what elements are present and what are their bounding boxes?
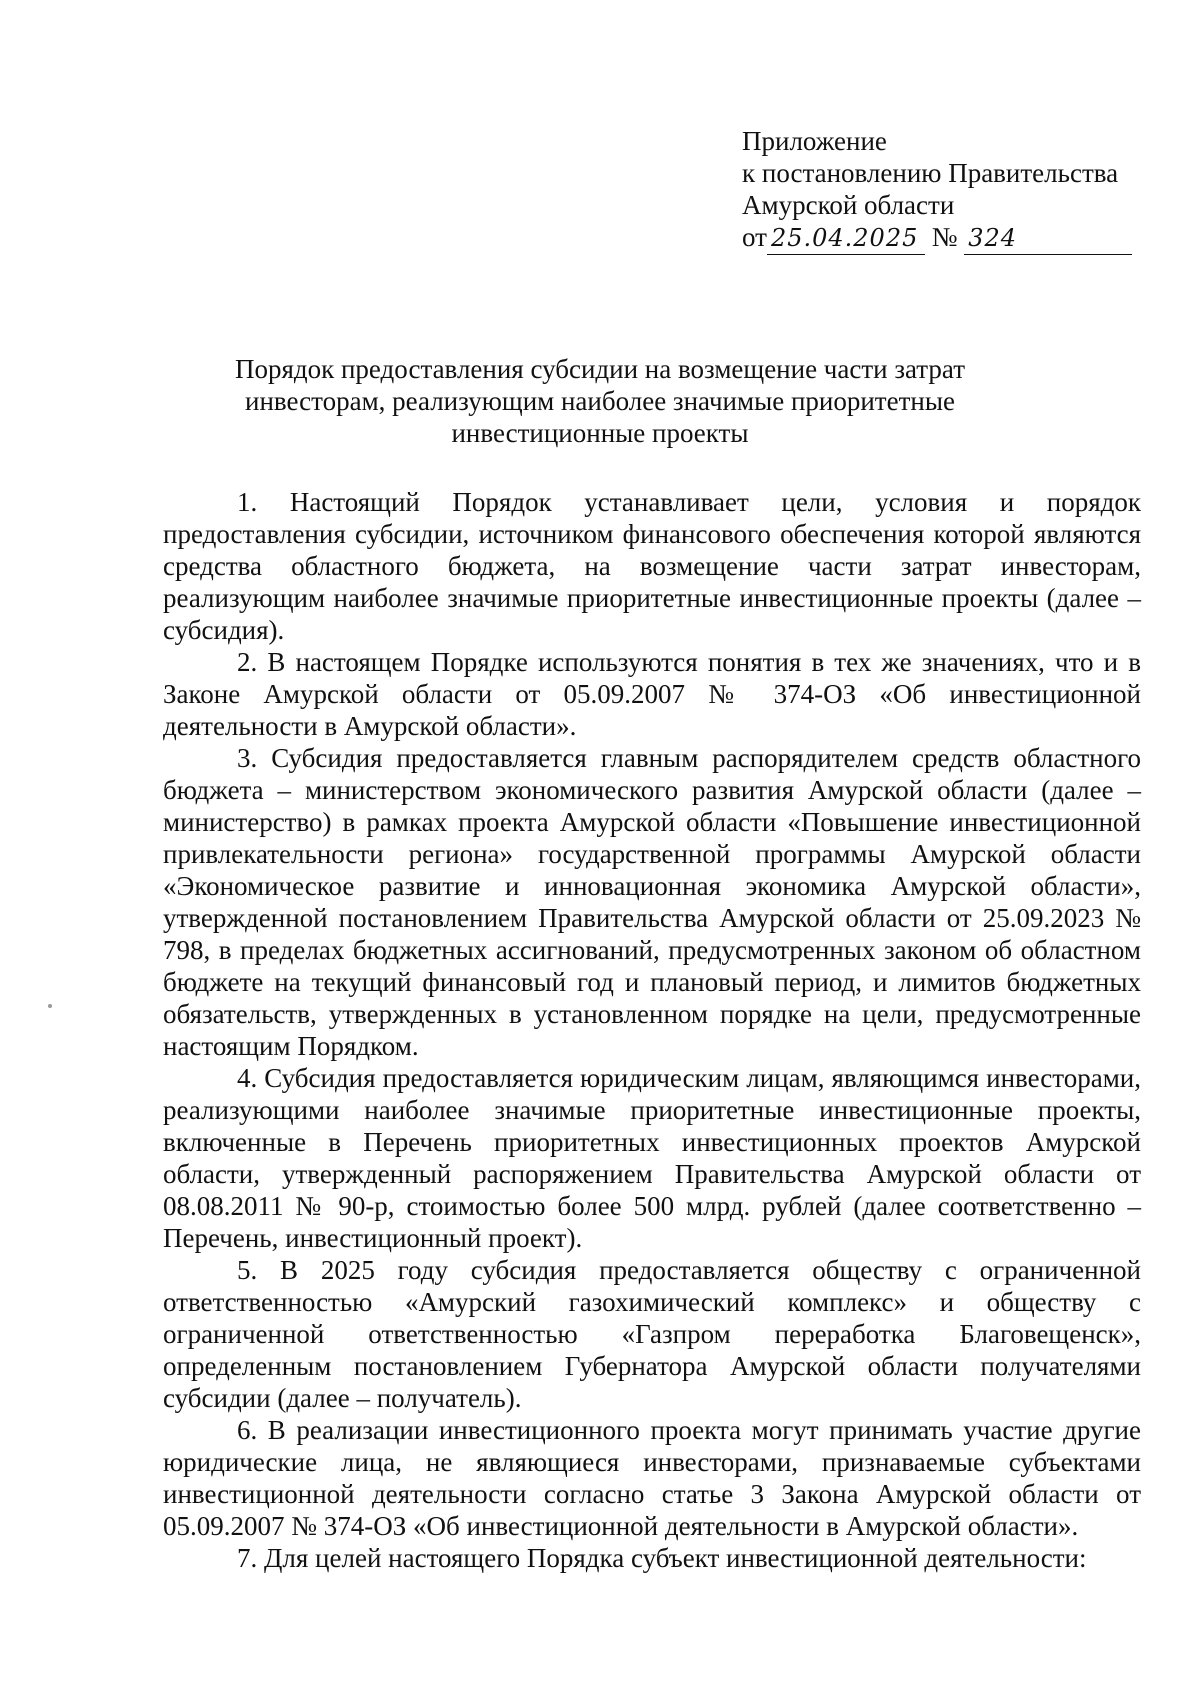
title-line-3: инвестиционные проекты (451, 418, 749, 448)
title-line-1: Порядок предоставления субсидии на возмещение части затрат (234, 354, 966, 384)
appendix-title: Приложение (742, 126, 887, 156)
paragraph-1: 1. Настоящий Порядок устанавливает цели, условия и порядок предоставления субсидии, источником финансового обеспечения которой являются средства областного бюджета, на возмещение части затрат инвесторам, реализующим наиболее значимые приоритетные инвестиционные проекты (далее – субсидия). (163, 487, 1141, 645)
number-prefix: № (931, 222, 958, 252)
appendix-header (742, 125, 1132, 255)
paragraph-3: 3. Субсидия предоставляется главным распорядителем средств областного бюджета – министерством экономического развития Амурской области (далее – министерство) в рамках проекта Амурской области «Повышение инвестиционной привлекательности региона» государственной программы Амурской области «Экономическое развитие и инновационная экономика Амурской области», утвержденной постановлением Правительства Амурской области от 25.09.2023 № 798, в пределах бюджетных ассигнований, предусмотренных законом об областном бюджете на текущий финансовый год и плановый период, и лимитов бюджетных обязательств, утвержденных в установленном порядке на цели, предусмотренные настоящим Порядком. (163, 743, 1141, 1061)
scan-speck (48, 1004, 52, 1008)
appendix-reference: к постановлению Правительства (742, 158, 1119, 188)
date-prefix: от (742, 222, 767, 252)
paragraph-2: 2. В настоящем Порядке используются понятия в тех же значениях, что и в Законе Амурской области от 05.09.2007 № 374-ОЗ «Об инвестиционной деятельности в Амурской области». (163, 647, 1141, 741)
title-line-2: инвесторам, реализующим наиболее значимые приоритетные (245, 386, 955, 416)
paragraph-5: 5. В 2025 году субсидия предоставляется обществу с ограниченной ответственностью «Амурский газохимический комплекс» и обществу с ограниченной ответственностью «Газпром переработка Благовещенск», определенным постановлением Губернатора Амурской области получателями субсидии (далее – получатель). (163, 1255, 1141, 1413)
appendix-region: Амурской области (742, 190, 955, 220)
document-body (163, 486, 1141, 1574)
document-title (150, 353, 1050, 449)
paragraph-6: 6. В реализации инвестиционного проекта могут принимать участие другие юридические лица, не являющиеся инвесторами, признаваемые субъектами инвестиционной деятельности согласно статье 3 Закона Амурской области от 05.09.2007 № 374-ОЗ «Об инвестиционной деятельности в Амурской области». (163, 1415, 1141, 1541)
paragraph-7: 7. Для целей настоящего Порядка субъект инвестиционной деятельности: (237, 1543, 1087, 1573)
handwritten-number: 324 (968, 224, 1018, 252)
appendix-date-number (742, 221, 1132, 255)
handwritten-date: 25.04.2025 (770, 224, 919, 252)
paragraph-4: 4. Субсидия предоставляется юридическим лицам, являющимся инвесторами, реализующими наиболее значимые приоритетные инвестиционные проекты, включенные в Перечень приоритетных инвестиционных проектов Амурской области, утвержденный распоряжением Правительства Амурской области от 08.08.2011 № 90-р, стоимостью более 500 млрд. рублей (далее соответственно – Перечень, инвестиционный проект). (163, 1063, 1141, 1253)
